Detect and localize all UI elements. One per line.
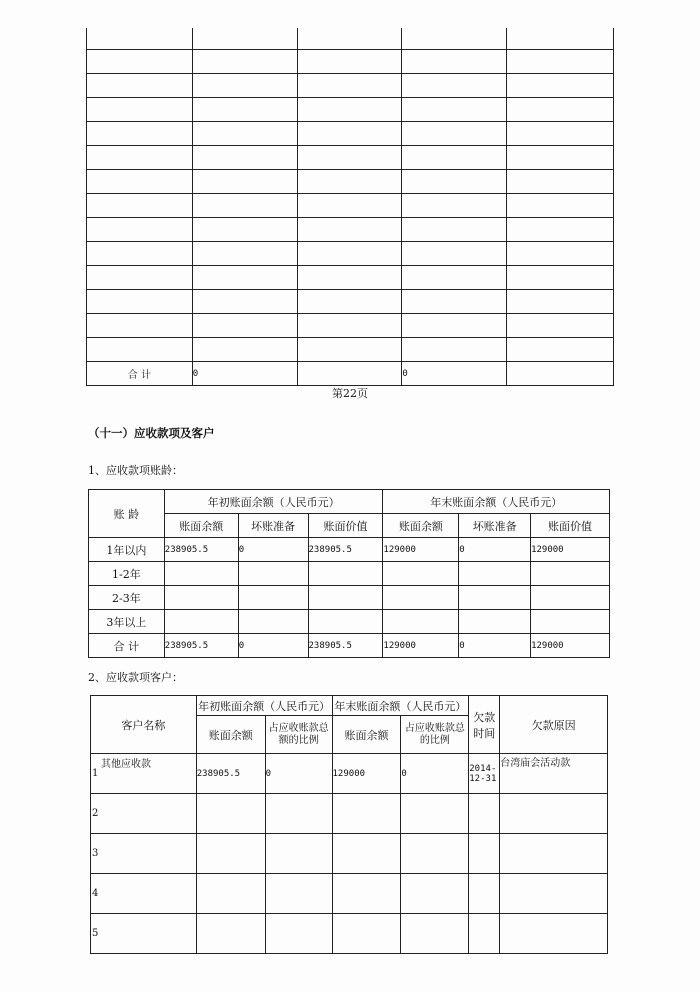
table-cell — [87, 242, 193, 266]
table-cell — [196, 874, 265, 914]
row-number: 1 — [92, 768, 99, 779]
aging-subtitle: 1、应收款项账龄： — [88, 464, 183, 477]
aging-table-body — [89, 538, 610, 658]
table-cell — [459, 562, 531, 586]
table-row — [87, 98, 614, 122]
table-cell — [87, 194, 193, 218]
table-cell: 0 — [238, 538, 308, 562]
table-cell — [87, 122, 193, 146]
table-cell — [507, 266, 614, 290]
table-cell: 238905.5 — [196, 754, 265, 794]
debt-time-cell: 2014-12-31 — [469, 754, 500, 794]
table-cell — [297, 266, 402, 290]
table-cell — [164, 586, 238, 610]
table-cell — [87, 218, 193, 242]
group-header-start: 年初账面余额（人民币元） — [196, 696, 332, 716]
customer-name-cell — [91, 874, 197, 914]
table-cell — [507, 28, 614, 50]
table-cell — [383, 586, 459, 610]
table-cell — [265, 874, 332, 914]
table-cell — [507, 218, 614, 242]
customers-subtitle: 2、应收款项客户： — [88, 671, 183, 684]
table-row — [87, 218, 614, 242]
table-cell — [297, 314, 402, 338]
debt-time-cell — [469, 794, 500, 834]
table-cell — [297, 98, 402, 122]
table-cell — [196, 834, 265, 874]
table-cell — [459, 610, 531, 634]
table-cell — [192, 74, 297, 98]
table-cell — [192, 290, 297, 314]
table-cell — [192, 242, 297, 266]
table-cell — [87, 314, 193, 338]
table-cell — [383, 610, 459, 634]
group-header-end: 年末账面余额（人民币元） — [332, 696, 469, 716]
debt-time-cell — [469, 834, 500, 874]
row-number: 3 — [92, 848, 99, 859]
table-cell — [507, 50, 614, 74]
table-cell — [332, 914, 401, 954]
table-row — [87, 242, 614, 266]
table-cell — [192, 314, 297, 338]
column-header: 占应收账款总额的比例 — [265, 716, 332, 754]
table-cell — [402, 122, 507, 146]
table-cell — [401, 874, 469, 914]
table-cell — [383, 562, 459, 586]
debt-time-cell — [469, 874, 500, 914]
table-cell — [308, 562, 383, 586]
customer-name-cell — [91, 794, 197, 834]
table-cell — [238, 586, 308, 610]
table-row — [89, 562, 610, 586]
table-cell — [265, 914, 332, 954]
table-cell — [196, 794, 265, 834]
table-cell — [332, 794, 401, 834]
page-number: 第22页 — [332, 387, 368, 400]
table-cell — [507, 290, 614, 314]
table-cell — [507, 194, 614, 218]
table-cell — [297, 290, 402, 314]
column-header-reason: 欠款原因 — [500, 696, 608, 754]
table-cell — [192, 146, 297, 170]
table-cell — [297, 338, 402, 362]
debt-time-cell — [469, 914, 500, 954]
debt-reason-cell: 台湾庙会活动款 — [500, 754, 608, 794]
table-cell — [297, 50, 402, 74]
group-header-end: 年末账面余额（人民币元） — [383, 490, 610, 514]
group-header-start: 年初账面余额（人民币元） — [164, 490, 383, 514]
table-cell — [402, 194, 507, 218]
row-label: 2-3年 — [89, 586, 165, 610]
table-row — [91, 874, 608, 914]
table-cell — [164, 562, 238, 586]
table-cell — [87, 50, 193, 74]
table-cell — [507, 314, 614, 338]
table-cell — [402, 242, 507, 266]
table-cell — [87, 146, 193, 170]
table-cell — [402, 74, 507, 98]
table-cell — [192, 98, 297, 122]
customer-name-cell — [91, 834, 197, 874]
table-cell — [297, 362, 402, 386]
table-cell — [297, 242, 402, 266]
table-header-row — [91, 696, 608, 716]
table-cell — [308, 586, 383, 610]
table-cell: 129000 — [383, 634, 459, 658]
table-header-row — [89, 514, 610, 538]
table-row — [91, 754, 608, 794]
total-label: 合 计 — [87, 362, 193, 386]
table-cell — [402, 28, 507, 50]
column-header: 账面价值 — [531, 514, 610, 538]
table-cell: 129000 — [531, 538, 610, 562]
table-cell — [402, 146, 507, 170]
table-cell — [192, 28, 297, 50]
table-row — [87, 314, 614, 338]
table-cell — [459, 586, 531, 610]
table-cell — [297, 28, 402, 50]
table-cell — [297, 170, 402, 194]
table-cell — [192, 50, 297, 74]
table-cell — [297, 122, 402, 146]
column-header: 占应收账款总的比例 — [401, 716, 469, 754]
table-cell — [192, 122, 297, 146]
table-cell: 238905.5 — [308, 634, 383, 658]
column-header: 账面余额 — [332, 716, 401, 754]
table-row — [87, 290, 614, 314]
debt-reason-cell — [500, 914, 608, 954]
table-row — [87, 266, 614, 290]
table-cell — [308, 610, 383, 634]
table-cell — [402, 338, 507, 362]
table-row — [89, 634, 610, 658]
debt-reason-cell — [500, 874, 608, 914]
table-cell — [238, 562, 308, 586]
column-header: 坏账准备 — [238, 514, 308, 538]
customers-table-body — [91, 754, 608, 954]
table-cell: 129000 — [531, 634, 610, 658]
table-row — [89, 586, 610, 610]
continuation-table-body — [87, 28, 614, 362]
table-cell — [265, 834, 332, 874]
table-row — [91, 794, 608, 834]
table-cell — [192, 266, 297, 290]
table-cell — [507, 362, 614, 386]
column-header: 账面价值 — [308, 514, 383, 538]
table-cell: 129000 — [383, 538, 459, 562]
column-header: 账面余额 — [383, 514, 459, 538]
table-cell — [402, 266, 507, 290]
table-cell — [402, 98, 507, 122]
table-cell: 0 — [459, 634, 531, 658]
row-number: 4 — [92, 888, 99, 899]
table-row — [91, 914, 608, 954]
column-header: 坏账准备 — [459, 514, 531, 538]
debt-reason-cell — [500, 794, 608, 834]
table-cell — [507, 170, 614, 194]
customer-name-cell — [91, 754, 197, 794]
table-cell: 0 — [238, 634, 308, 658]
table-cell — [507, 98, 614, 122]
table-cell — [531, 586, 610, 610]
row-label: 1年以内 — [89, 538, 165, 562]
row-label: 3年以上 — [89, 610, 165, 634]
column-header: 账面余额 — [196, 716, 265, 754]
table-cell: 0 — [401, 754, 469, 794]
table-cell — [531, 610, 610, 634]
table-row — [89, 538, 610, 562]
table-cell — [332, 834, 401, 874]
table-cell — [192, 194, 297, 218]
table-row — [87, 28, 614, 50]
column-header-time: 欠款时间 — [469, 696, 500, 754]
table-cell: 238905.5 — [164, 634, 238, 658]
table-cell — [332, 874, 401, 914]
table-cell: 238905.5 — [164, 538, 238, 562]
customer-name: 其他应收款 — [101, 759, 151, 770]
customer-name-header: 客户名称 — [91, 696, 197, 754]
table-cell: 0 — [192, 362, 297, 386]
table-cell — [196, 914, 265, 954]
continuation-table — [86, 28, 614, 386]
table-cell — [192, 218, 297, 242]
table-cell — [87, 28, 193, 50]
table-row — [91, 834, 608, 874]
row-number: 2 — [92, 808, 99, 819]
debt-reason-cell — [500, 834, 608, 874]
table-cell — [402, 314, 507, 338]
aging-row-header: 账 龄 — [89, 490, 165, 538]
table-cell: 238905.5 — [308, 538, 383, 562]
table-row — [87, 50, 614, 74]
table-cell — [507, 146, 614, 170]
table-row — [89, 610, 610, 634]
table-cell — [87, 98, 193, 122]
table-cell — [531, 562, 610, 586]
table-cell — [238, 610, 308, 634]
table-cell — [297, 146, 402, 170]
table-cell — [507, 242, 614, 266]
table-row — [87, 74, 614, 98]
table-cell — [507, 338, 614, 362]
column-header: 账面余额 — [164, 514, 238, 538]
table-cell — [87, 290, 193, 314]
table-cell — [401, 914, 469, 954]
table-cell: 0 — [265, 754, 332, 794]
table-cell: 0 — [459, 538, 531, 562]
table-row — [87, 146, 614, 170]
table-total-row — [87, 362, 614, 386]
table-row — [87, 338, 614, 362]
row-label: 合 计 — [89, 634, 165, 658]
table-cell — [87, 266, 193, 290]
table-cell — [265, 794, 332, 834]
table-cell — [401, 834, 469, 874]
table-cell — [192, 170, 297, 194]
table-cell — [401, 794, 469, 834]
table-cell: 0 — [402, 362, 507, 386]
table-row — [87, 122, 614, 146]
row-number: 5 — [92, 928, 99, 939]
table-cell — [402, 170, 507, 194]
table-cell — [297, 194, 402, 218]
table-cell — [87, 170, 193, 194]
table-row — [87, 170, 614, 194]
aging-table — [88, 489, 610, 658]
table-header-row — [89, 490, 610, 514]
customer-name-cell — [91, 914, 197, 954]
table-cell — [192, 338, 297, 362]
table-cell — [402, 218, 507, 242]
table-cell — [87, 74, 193, 98]
table-row — [87, 194, 614, 218]
row-label: 1-2年 — [89, 562, 165, 586]
table-cell — [507, 74, 614, 98]
table-cell — [297, 218, 402, 242]
section-title: （十一）应收款项及客户 — [88, 426, 215, 440]
table-cell — [297, 74, 402, 98]
table-cell: 129000 — [332, 754, 401, 794]
table-cell — [164, 610, 238, 634]
table-cell — [87, 338, 193, 362]
customers-table — [90, 695, 608, 954]
table-cell — [507, 122, 614, 146]
table-cell — [402, 290, 507, 314]
table-cell — [402, 50, 507, 74]
